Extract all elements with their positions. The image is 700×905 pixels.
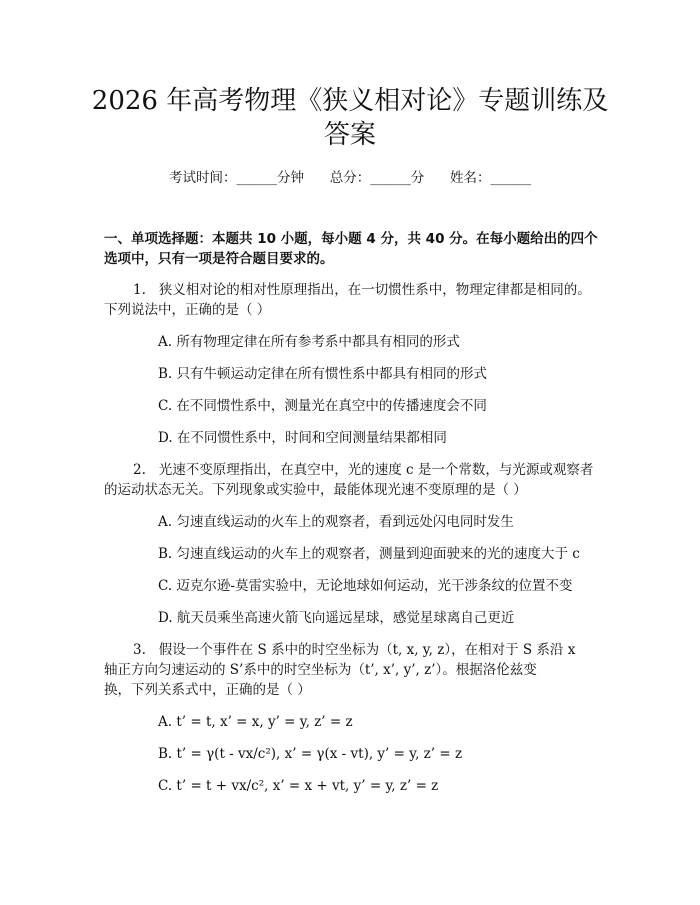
question-1-option-a: A. 所有物理定律在所有参考系中都具有相同的形式: [158, 334, 460, 350]
question-3-option-a: A. t’ = t, x’ = x, y’ = y, z’ = z: [158, 714, 353, 730]
question-3-line-2: 轴正方向匀速运动的 S’系中的时空坐标为（t’, x’, y’, z’）。根据洛伦兹变: [104, 662, 537, 678]
question-1-line-1: 1. 狭义相对论的相对性原理指出，在一切惯性系中，物理定律都是相同的。: [133, 282, 591, 298]
question-3-option-b: B. t’ = γ(t - vx/c²), x’ = γ(x - vt), y’ = y, z’ = z: [158, 746, 463, 762]
question-3-line-1: 3. 假设一个事件在 S 系中的时空坐标为（t, x, y, z），在相对于 S 系沿 x: [133, 642, 576, 658]
question-2-line-1: 2. 光速不变原理指出，在真空中，光的速度 c 是一个常数，与光源或观察者: [133, 462, 594, 478]
question-2-option-a: A. 匀速直线运动的火车上的观察者，看到远处闪电同时发生: [158, 514, 514, 530]
section-title-line-2: 选项中，只有一项是符合题目要求的。: [104, 251, 334, 267]
question-1-option-c: C. 在不同惯性系中，测量光在真空中的传播速度会不同: [158, 398, 487, 414]
question-2-line-2: 的运动状态无关。下列现象或实验中，最能体现光速不变原理的是（ ）: [104, 482, 527, 498]
exam-info: 考试时间：______分钟 总分：______分 姓名：______: [169, 170, 531, 186]
question-1-option-b: B. 只有牛顿运动定律在所有惯性系中都具有相同的形式: [158, 366, 488, 382]
page-title-line-2: 答案: [323, 120, 376, 150]
question-1-option-d: D. 在不同惯性系中，时间和空间测量结果都相同: [158, 430, 447, 446]
question-2-option-b: B. 匀速直线运动的火车上的观察者，测量到迎面驶来的光的速度大于 c: [158, 546, 580, 562]
question-2-option-d: D. 航天员乘坐高速火箭飞向遥远星球，感觉星球离自己更近: [158, 610, 515, 626]
section-title-line-1: 一、单项选择题：本题共 10 小题，每小题 4 分，共 40 分。在每小题给出的四个: [104, 231, 598, 247]
question-3-option-c: C. t’ = t + vx/c², x’ = x + vt, y’ = y, z’ = z: [158, 778, 439, 794]
question-3-line-3: 换，下列关系式中，正确的是（ ）: [104, 682, 311, 698]
question-1-line-2: 下列说法中，正确的是（ ）: [104, 302, 271, 318]
question-2-option-c: C. 迈克尔逊-莫雷实验中，无论地球如何运动，光干涉条纹的位置不变: [158, 578, 573, 594]
page-title-line-1: 2026 年高考物理《狭义相对论》专题训练及: [91, 86, 609, 116]
